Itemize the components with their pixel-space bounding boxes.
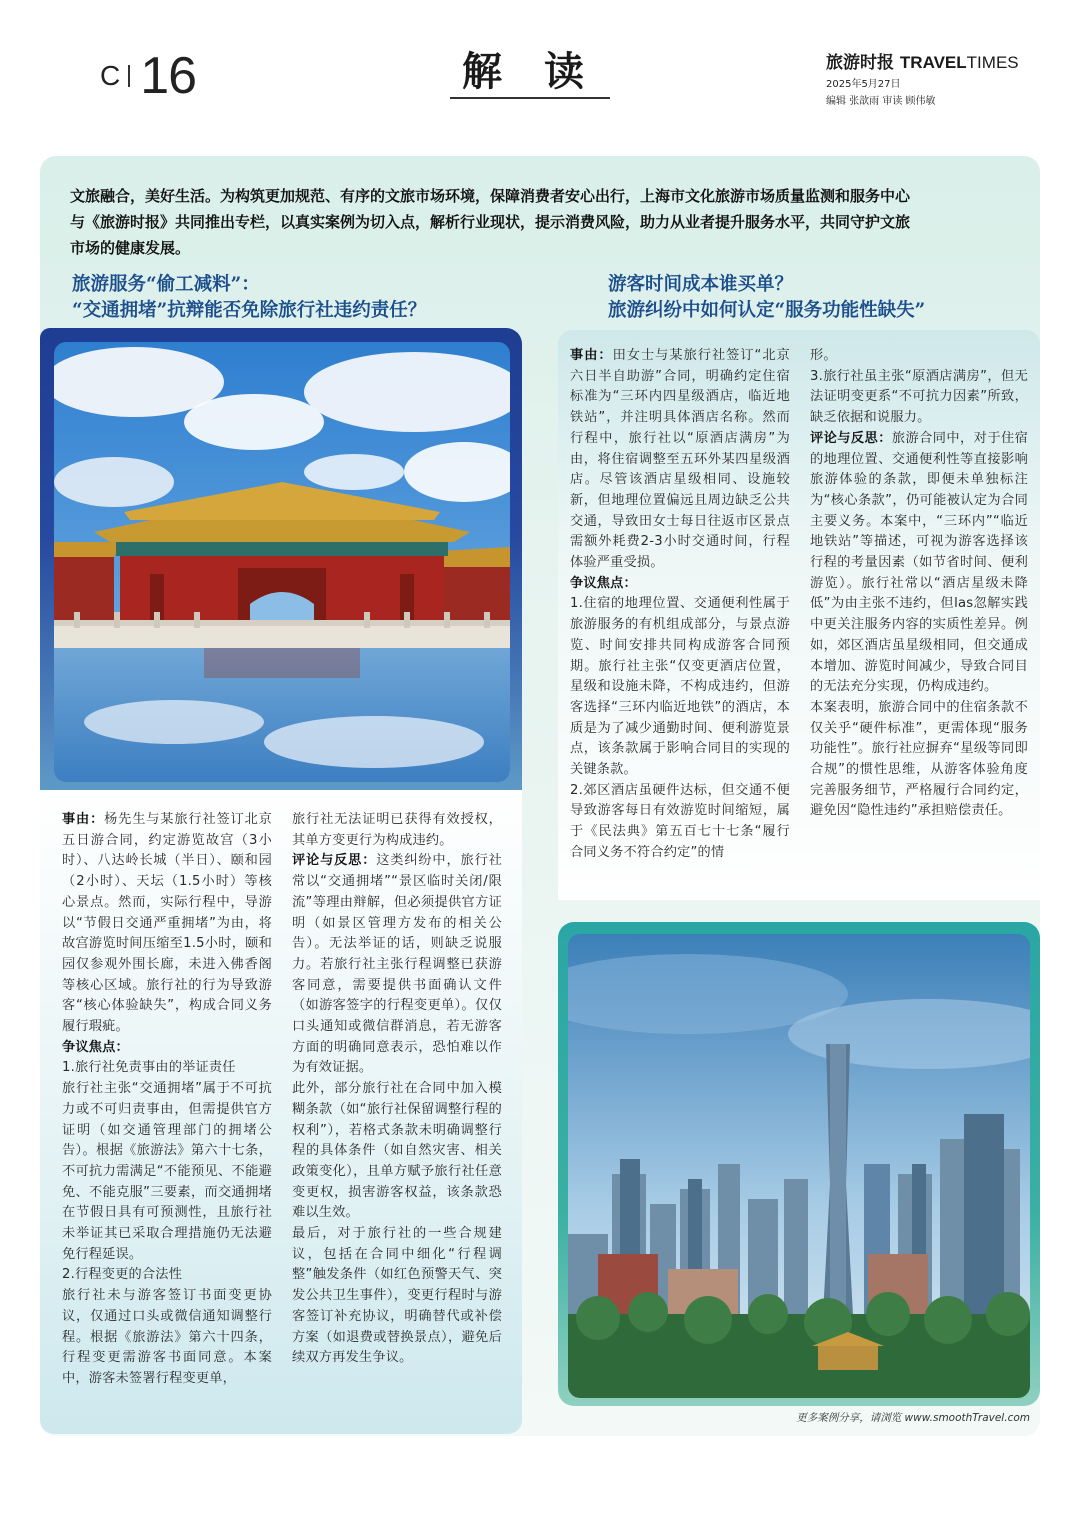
paragraph-text: 此外，部分旅行社在合同中加入模糊条款（如“旅行社保留调整行程的权利”），若格式条款未明确调整行程的具体条件（如自然灾害、相关政策变化），且单方赋予旅行社任意变更权，损害游客权益，该条款恐难以生效。: [292, 1081, 502, 1221]
paragraph-label: 争议焦点：: [570, 575, 637, 591]
paragraph-text: 旅游合同中，对于住宿的地理位置、交通便利性等直接影响旅游体验的条款，即便未单独标注为“核心条款”，仍可能被认定为合同主要义务。本案中，“三环内”“临近地铁站”等描述，可视为游客选择该行程的考量因素（如节省时间、便利游览）。旅行社常以“酒店星级未降低”为由主张不违约，但las忽解实践中更关注服务内容的实质性差异。例如，郊区酒店虽星级相同，但交通成本增加、游览时间减少，导致合同目的无法充分实现，仍构成违约。: [810, 430, 1028, 695]
section-title-underline: [450, 97, 610, 99]
paragraph: [570, 346, 790, 574]
paragraph: [570, 574, 790, 595]
paragraph: [810, 429, 1028, 698]
paper-name-cn: 旅游时报: [826, 53, 894, 73]
paper-name-en-bold: TRAVEL: [899, 53, 967, 72]
paragraph: [810, 367, 1028, 429]
page-number: 16: [140, 47, 197, 105]
section-code: C: [100, 60, 123, 91]
right-headline-line-1: 游客时间成本谁买单？: [608, 274, 794, 295]
paragraph-text: 本案表明，旅游合同中的住宿条款不仅关乎“硬件标准”，更需体现“服务功能性”。旅行社应摒弃“星级等同即合规”的惯性思维，从游客体验角度完善服务细节，严格履行合同约定，避免因“隐性违约”承担赔偿责任。: [810, 699, 1028, 819]
paragraph-text: 杨先生与某旅行社签订北京五日游合同，约定游览故宫（3小时）、八达岭长城（半日）、颐和园（2小时）、天坛（1.5小时）等核心景点。然而，实际行程中，导游以“节假日交通严重拥堵”为由，将故宫游览时间压缩至1.5小时，颐和园仅参观外围长廊，未进入佛香阁等核心区域。旅行社的行为导致游客“核心体验缺失”，构成合同义务履行瑕疵。: [62, 812, 272, 1035]
paragraph: [62, 1286, 272, 1390]
paper-name: [826, 48, 1026, 73]
issue-date: 2025年5月27日: [826, 79, 901, 90]
paragraph-label: 评论与反思：: [292, 853, 377, 869]
paragraph-text: 田女士与某旅行社签订“北京六日半自助游”合同，明确约定住宿标准为“三环内四星级酒店，临近地铁站”，并注明具体酒店名称。然而行程中，旅行社以“原酒店满房”为由，将住宿调整至五环外某四星级酒店。尽管该酒店星级相同、设施较新，但地理位置偏远且周边缺乏公共交通，导致田女士每日往返市区景点需额外耗费2-3小时交通时间，行程体验严重受损。: [570, 348, 790, 571]
paragraph-text: 旅行社主张“交通拥堵”属于不可抗力或不可归责事由，但需提供官方证明（如交通管理部门的拥堵公告）。根据《旅游法》第六十七条，不可抗力需满足“不能预见、不能避免、不能克服”三要素，而交通拥堵在节假日具有可预测性，且旅行社未举证其已采取合理措施仍无法避免行程延误。: [62, 1081, 272, 1262]
paragraph-text: 旅行社无法证明已获得有效授权，其单方变更行为构成违约。: [292, 812, 502, 848]
paragraph: [292, 851, 502, 1079]
right-article-column-2: [810, 346, 1028, 822]
right-article-headline: [608, 272, 1028, 324]
paragraph-label: 事由：: [570, 348, 613, 363]
paragraph: [292, 1079, 502, 1224]
left-article-column-2: [292, 810, 502, 1369]
paragraph-text: 1.住宿的地理位置、交通便利性属于旅游服务的有机组成部分，与景点游览、时间安排共同构成游客合同预期。旅行社主张“仅变更酒店位置，星级和设施未降，不构成违约，但游客选择“三环内临近地铁”的酒店，本质是为了减少通勤时间、便利游览景点，该条款属于影响合同目的实现的关键条款。: [570, 596, 790, 778]
paragraph-text: 2.郊区酒店虽硬件达标，但交通不便导致游客每日有效游览时间缩短，属于《民法典》第五百七十七条“履行合同义务不符合约定”的情: [570, 782, 790, 860]
divider: [128, 65, 130, 87]
paragraph-text: 形。: [810, 348, 837, 363]
footnote-website-link[interactable]: 更多案例分享，请浏览 www.smoothTravel.com: [796, 1412, 1030, 1424]
forbidden-city-photo: [54, 342, 510, 782]
editors-line: 编辑 张歆雨 审读 顾伟敏: [826, 96, 936, 107]
paragraph: [292, 1224, 502, 1369]
paragraph: [62, 810, 272, 1038]
paragraph-text: 最后，对于旅行社的一些合规建议，包括在合同中细化“行程调整”触发条件（如红色预警天气、突发公共卫生事件），变更行程时与游客签订补充协议，明确替代或补偿方案（如退费或替换景点），避免后续双方再发生争议。: [292, 1226, 502, 1366]
beijing-skyline-photo: [568, 934, 1030, 1398]
left-headline-line-2: “交通拥堵”抗辩能否免除旅行社违约责任？: [72, 300, 427, 321]
paragraph: [292, 810, 502, 851]
paragraph-label: 争议焦点：: [62, 1039, 129, 1055]
paragraph: [62, 1265, 272, 1286]
paragraph: [570, 781, 790, 864]
paragraph: [62, 1038, 272, 1059]
paragraph-label: 事由：: [62, 812, 105, 827]
paragraph-text: 1.旅行社免责事由的举证责任: [62, 1060, 236, 1076]
paragraph-label: 评论与反思：: [810, 430, 892, 446]
paragraph-text: 3.旅行社虽主张“原酒店满房”，但无法证明变更系“不可抗力因素”所致，缺乏依据和说服力。: [810, 368, 1028, 426]
column-intro: 文旅融合，美好生活。为构筑更加规范、有序的文旅市场环境，保障消费者安心出行，上海市文化旅游市场质量监测和服务中心与《旅游时报》共同推出专栏，以真实案例为切入点，解析行业现状，提示消费风险，助力从业者提升服务水平，共同守护文旅市场的健康发展。: [70, 187, 911, 257]
paragraph: [810, 698, 1028, 822]
right-article-column-1: [570, 346, 790, 864]
paragraph: [570, 594, 790, 780]
paragraph-text: 2.行程变更的合法性: [62, 1267, 183, 1283]
paper-info: [826, 48, 1026, 107]
paragraph-text: 旅行社未与游客签订书面变更协议，仅通过口头或微信通知调整行程。根据《旅游法》第六十四条，行程变更需游客书面同意。本案中，游客未签署行程变更单，: [62, 1288, 272, 1386]
left-article-headline: [72, 272, 532, 324]
paragraph: [62, 1058, 272, 1079]
paragraph-text: 这类纠纷中，旅行社常以“交通拥堵”“景区临时关闭/限流”等理由辩解，但必须提供官方证明（如景区管理方发布的相关公告）。无法举证的话，则缺乏说服力。若旅行社主张行程调整已获游客同意，需要提供书面确认文件（如游客签字的行程变更单）。仅仅口头通知或微信群消息，若无游客方面的明确同意表示，恐怕难以作为有效证据。: [292, 853, 502, 1076]
left-article-column-1: [62, 810, 272, 1390]
right-headline-line-2: 旅游纠纷中如何认定“服务功能性缺失”: [608, 300, 926, 321]
page-number-block: [100, 48, 230, 104]
left-headline-line-1: 旅游服务“偷工减料”：: [72, 274, 260, 295]
paper-name-en-light: TIMES: [966, 53, 1019, 72]
paragraph: [810, 346, 1028, 367]
section-title: 解 读: [462, 49, 598, 95]
paragraph: [62, 1079, 272, 1265]
